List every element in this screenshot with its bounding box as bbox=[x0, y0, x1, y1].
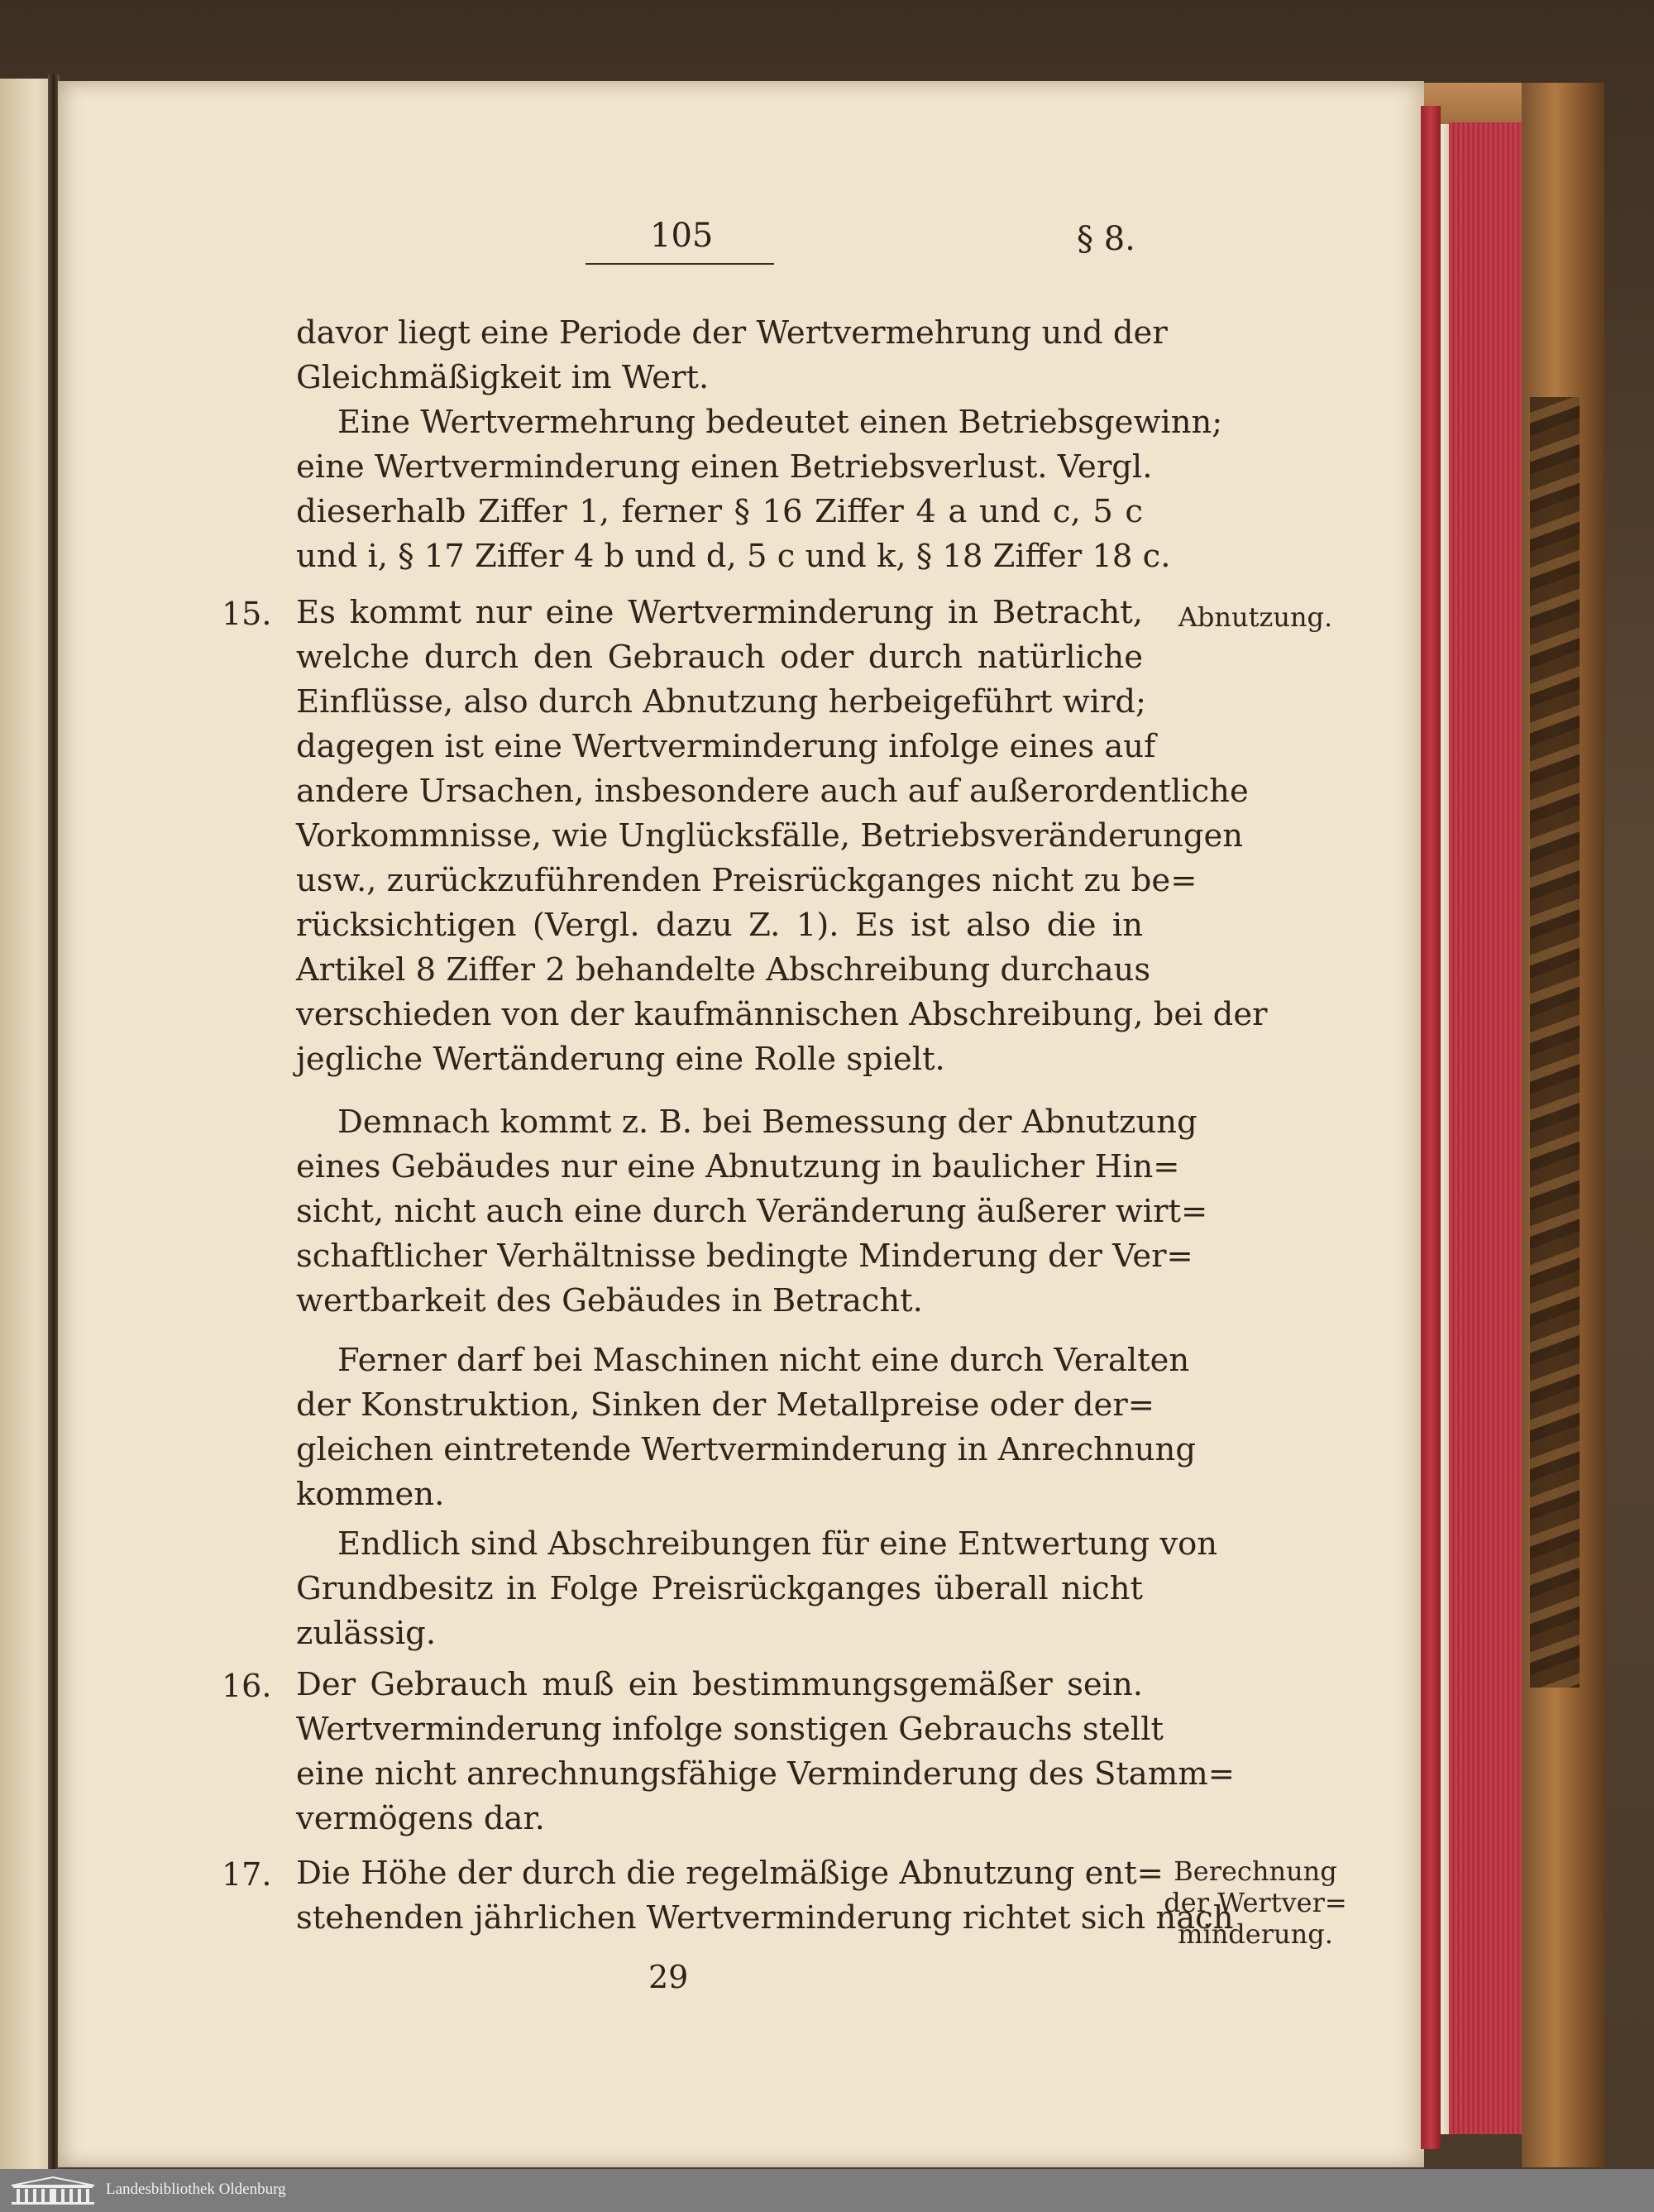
text-line: kommen. bbox=[296, 1476, 445, 1513]
paragraph-number: 16. bbox=[222, 1668, 272, 1704]
text-line: Artikel 8 Ziffer 2 behandelte Abschreibung durchaus bbox=[296, 951, 1151, 989]
text-line: Grundbesitz in Folge Preisrückganges überall nicht bbox=[296, 1570, 1143, 1607]
text-line: Es kommt nur eine Wertverminderung in Betracht, bbox=[296, 594, 1143, 631]
text-line: Gleichmäßigkeit im Wert. bbox=[296, 359, 710, 396]
margin-note-berechnung-2: der Wertver= bbox=[1164, 1887, 1347, 1918]
text-line: dieserhalb Ziffer 1, ferner § 16 Ziffer 4 a und c, 5 c bbox=[296, 493, 1143, 530]
text-line: eine nicht anrechnungsfähige Verminderung des Stamm= bbox=[296, 1755, 1236, 1793]
text-line: dagegen ist eine Wertverminderung infolge eines auf bbox=[296, 728, 1156, 765]
text-line: sicht, nicht auch eine durch Veränderung äußerer wirt= bbox=[296, 1193, 1208, 1230]
page-number: 105 bbox=[650, 217, 714, 255]
text-line: eine Wertverminderung einen Betriebsverlust. Vergl. bbox=[296, 448, 1153, 486]
text-line: gleichen eintretende Wertverminderung in Anrechnung bbox=[296, 1431, 1196, 1468]
paragraph-number: 17. bbox=[222, 1856, 272, 1893]
header-rule bbox=[586, 263, 774, 265]
margin-note-abnutzung: Abnutzung. bbox=[1178, 601, 1333, 633]
text-line: Der Gebrauch muß ein bestimmungsgemäßer sein. bbox=[296, 1666, 1143, 1703]
signature-mark: 29 bbox=[648, 1959, 689, 1995]
text-line: schaftlicher Verhältnisse bedingte Minderung der Ver= bbox=[296, 1238, 1193, 1275]
text-line: verschieden von der kaufmännischen Abschreibung, bei der bbox=[296, 996, 1268, 1033]
library-name: Landesbibliothek Oldenburg bbox=[106, 2181, 286, 2198]
text-line: andere Ursachen, insbesondere auch auf außerordentliche bbox=[296, 773, 1249, 810]
section-header: § 8. bbox=[1077, 220, 1135, 258]
text-line: stehenden jährlichen Wertverminderung richtet sich nach bbox=[296, 1899, 1234, 1937]
text-line: rücksichtigen (Vergl. dazu Z. 1). Es ist also die in bbox=[296, 907, 1143, 944]
text-line: zulässig. bbox=[296, 1615, 437, 1652]
text-line: vermögens dar. bbox=[296, 1800, 545, 1837]
text-line: eines Gebäudes nur eine Abnutzung in baulicher Hin= bbox=[296, 1148, 1180, 1185]
text-line: Wertverminderung infolge sonstigen Gebrauchs stellt bbox=[296, 1711, 1164, 1748]
paragraph-number: 15. bbox=[222, 596, 272, 632]
text-line: Demnach kommt z. B. bei Bemessung der Abnutzung bbox=[337, 1104, 1197, 1141]
text-line: Eine Wertvermehrung bedeutet einen Betriebsgewinn; bbox=[337, 404, 1223, 441]
margin-note-berechnung-1: Berechnung bbox=[1174, 1855, 1337, 1887]
text-line: wertbarkeit des Gebäudes in Betracht. bbox=[296, 1282, 923, 1319]
text-line: welche durch den Gebrauch oder durch natürliche bbox=[296, 639, 1143, 676]
red-page-edge bbox=[1421, 106, 1441, 2149]
text-line: Ferner darf bei Maschinen nicht eine durch Veralten bbox=[337, 1342, 1190, 1379]
marbled-cover bbox=[1530, 397, 1580, 1688]
red-page-edges bbox=[1449, 122, 1522, 2134]
library-building-icon bbox=[8, 2176, 98, 2205]
text-line: Vorkommnisse, wie Unglücksfälle, Betriebsveränderungen bbox=[296, 817, 1244, 855]
text-line: Endlich sind Abschreibungen für eine Entwertung von bbox=[337, 1525, 1218, 1563]
text-line: jegliche Wertänderung eine Rolle spielt. bbox=[296, 1041, 945, 1078]
text-line: davor liegt eine Periode der Wertvermehrung und der bbox=[296, 314, 1168, 352]
page-stack-edge bbox=[1441, 124, 1449, 2134]
viewer-footer bbox=[0, 2169, 1654, 2212]
text-line: der Konstruktion, Sinken der Metallpreise oder der= bbox=[296, 1386, 1154, 1424]
text-line: Die Höhe der durch die regelmäßige Abnutzung ent= bbox=[296, 1855, 1164, 1892]
text-line: Einflüsse, also durch Abnutzung herbeigeführt wird; bbox=[296, 683, 1147, 721]
text-line: usw., zurückzuführenden Preisrückganges nicht zu be= bbox=[296, 862, 1197, 899]
left-page-edge bbox=[0, 79, 51, 2169]
text-line: und i, § 17 Ziffer 4 b und d, 5 c und k, § 18 Ziffer 18 c. bbox=[296, 538, 1171, 575]
margin-note-berechnung-3: minderung. bbox=[1178, 1918, 1333, 1950]
